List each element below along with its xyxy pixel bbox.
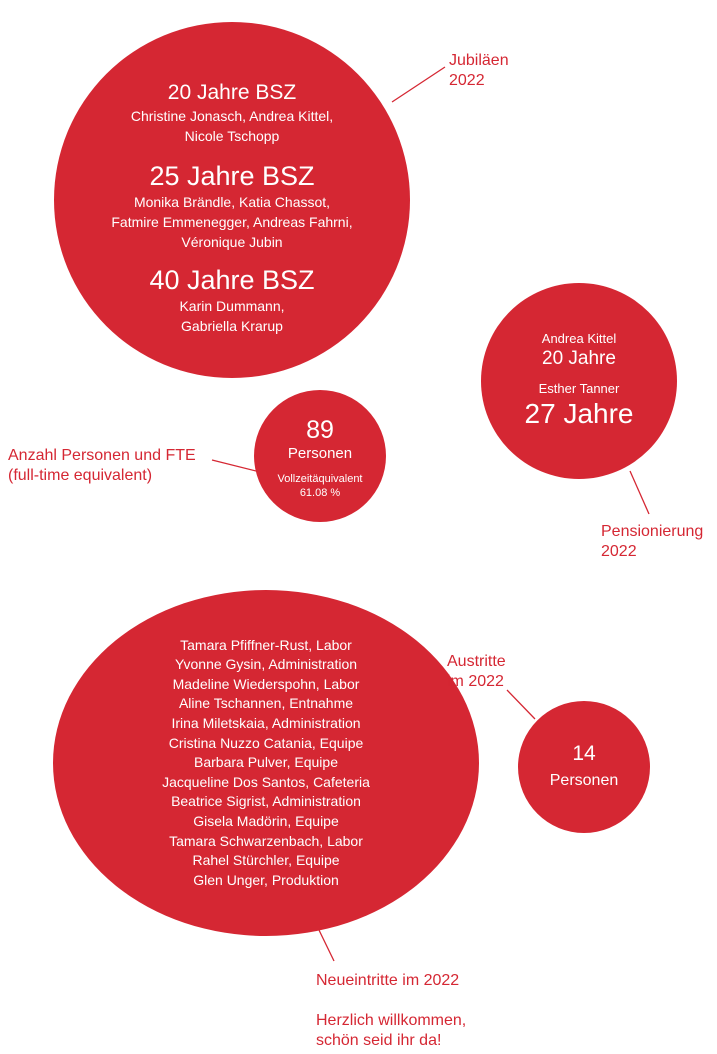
austritte-unit: Personen <box>549 772 619 789</box>
anzahl-label <box>8 446 196 486</box>
jubilaeen-heading-20: 20 Jahre BSZ <box>167 81 297 104</box>
neueintritte-person: Irina Miletskaia, Administration <box>171 715 361 732</box>
neueintritte-connector <box>318 928 334 961</box>
jubilaeen-names-20-line2: Nicole Tschopp <box>184 128 280 144</box>
anzahl-fte-value: 61.08 % <box>299 487 341 499</box>
neueintritte-person: Cristina Nuzzo Catania, Equipe <box>168 734 364 751</box>
neueintritte-person: Beatrice Sigrist, Administration <box>171 793 361 810</box>
neueintritte-person: Barbara Pulver, Equipe <box>194 754 338 771</box>
anzahl-connector <box>212 460 256 471</box>
austritte-count: 14 <box>572 742 596 765</box>
jubilaeen-label-line2: 2022 <box>449 72 485 89</box>
pensionierung-label-line1: Pensionierung <box>601 523 704 540</box>
neueintritte-person: Yvonne Gysin, Administration <box>174 656 358 673</box>
austritte-label-line2: im 2022 <box>447 673 504 690</box>
jubilaeen-label-line1: Jubiläen <box>449 52 509 69</box>
anzahl-unit: Personen <box>287 445 353 462</box>
neueintritte-circle <box>53 590 479 936</box>
jubilaeen-names-40-line2: Gabriella Krarup <box>181 318 283 334</box>
neueintritte-welcome-line2: schön seid ihr da! <box>316 1032 442 1049</box>
austritte-connector <box>507 690 535 719</box>
neueintritte-person: Tamara Schwarzenbach, Labor <box>169 832 363 849</box>
anzahl-label-line2: (full-time equivalent) <box>8 467 153 484</box>
anzahl-circle <box>254 390 386 522</box>
neueintritte-person: Gisela Madörin, Equipe <box>193 812 339 829</box>
neueintritte-person: Jacqueline Dos Santos, Cafeteria <box>162 773 370 790</box>
jubilaeen-names-25-line3: Véronique Jubin <box>181 234 283 250</box>
austritte-circle <box>518 701 650 833</box>
neueintritte-welcome-line1: Herzlich willkommen, <box>316 1012 467 1029</box>
jubilaeen-names-25-line1: Monika Brändle, Katia Chassot, <box>133 194 331 210</box>
austritte-label-line1: Austritte <box>447 653 506 670</box>
neueintritte-label <box>316 971 466 1051</box>
jubilaeen-names-40-line1: Karin Dummann, <box>179 298 285 314</box>
jubilaeen-names-25-line2: Fatmire Emmenegger, Andreas Fahrni, <box>111 214 353 230</box>
pensionierung-label <box>601 522 703 562</box>
austritte-label <box>447 652 506 692</box>
pensionierung-years-2: 27 Jahre <box>524 398 634 429</box>
neueintritte-person: Glen Unger, Produktion <box>193 871 339 888</box>
pensionierung-label-line2: 2022 <box>601 543 637 560</box>
anzahl-fte-label: Vollzeitäquivalent <box>277 473 363 485</box>
neueintritte-person: Madeline Wiederspohn, Labor <box>172 675 360 692</box>
jubilaeen-circle <box>54 22 410 378</box>
anzahl-count: 89 <box>306 416 334 444</box>
pensionierung-connector <box>630 471 649 514</box>
neueintritte-person: Tamara Pfiffner-Rust, Labor <box>180 636 352 653</box>
jubilaeen-heading-40: 40 Jahre BSZ <box>149 265 315 295</box>
pensionierung-circle <box>481 283 677 479</box>
pensionierung-name-1: Andrea Kittel <box>541 331 617 346</box>
neueintritte-person: Aline Tschannen, Entnahme <box>178 695 354 712</box>
jubilaeen-names-20-line1: Christine Jonasch, Andrea Kittel, <box>130 108 334 124</box>
neueintritte-label-text: Neueintritte im 2022 <box>316 972 460 989</box>
jubilaeen-label <box>449 51 509 91</box>
anzahl-label-line1: Anzahl Personen und FTE <box>8 447 196 464</box>
pensionierung-name-2: Esther Tanner <box>538 381 620 396</box>
jubilaeen-connector <box>392 67 445 102</box>
pensionierung-years-1: 20 Jahre <box>542 348 616 369</box>
neueintritte-person: Rahel Stürchler, Equipe <box>192 852 340 869</box>
jubilaeen-heading-25: 25 Jahre BSZ <box>149 161 315 191</box>
